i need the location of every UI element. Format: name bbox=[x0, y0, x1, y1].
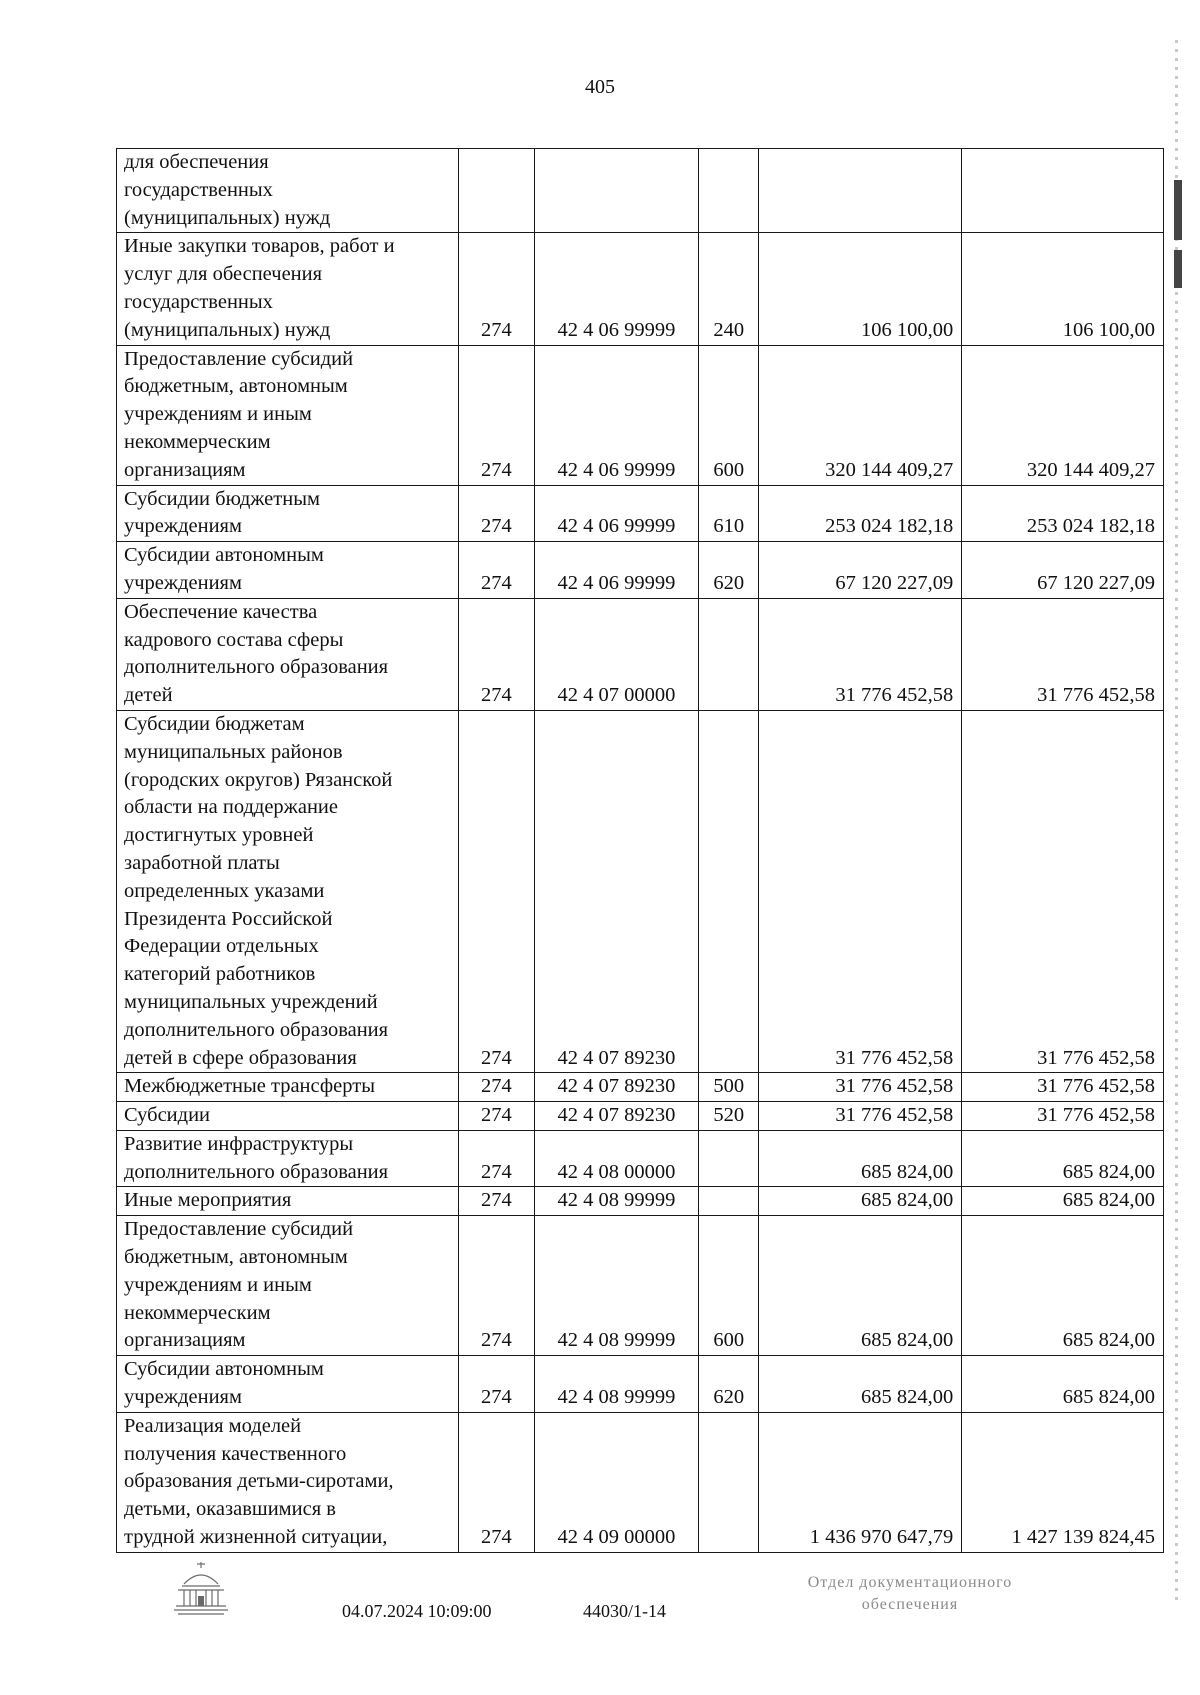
row-sum2-cell bbox=[962, 149, 1164, 233]
row-sum2-cell: 106 100,00 bbox=[962, 233, 1164, 345]
row-vr-cell: 600 bbox=[699, 345, 759, 485]
row-csr-cell: 42 4 08 99999 bbox=[534, 1216, 698, 1356]
row-ved-cell: 274 bbox=[459, 1102, 535, 1131]
row-ved-cell: 274 bbox=[459, 598, 535, 710]
row-ved-cell: 274 bbox=[459, 1356, 535, 1413]
row-vr-cell: 600 bbox=[699, 1216, 759, 1356]
row-name-cell: Обеспечение качества кадрового состава сферы дополнительного образования детей bbox=[117, 598, 459, 710]
row-vr-cell: 620 bbox=[699, 1356, 759, 1413]
row-vr-cell: 240 bbox=[699, 233, 759, 345]
row-ved-cell: 274 bbox=[459, 1216, 535, 1356]
budget-table bbox=[116, 148, 1164, 1553]
table-row bbox=[117, 542, 1164, 599]
row-csr-cell bbox=[534, 149, 698, 233]
row-name-cell: Субсидии бюджетным учреждениям bbox=[117, 485, 459, 542]
table-body bbox=[117, 149, 1164, 1553]
row-csr-cell: 42 4 07 89230 bbox=[534, 1102, 698, 1131]
row-csr-cell: 42 4 06 99999 bbox=[534, 233, 698, 345]
page-number: 405 bbox=[585, 76, 615, 98]
row-csr-cell: 42 4 07 89230 bbox=[534, 1073, 698, 1102]
table-row bbox=[117, 1216, 1164, 1356]
row-vr-cell: 610 bbox=[699, 485, 759, 542]
row-sum2-cell: 685 824,00 bbox=[962, 1216, 1164, 1356]
row-ved-cell: 274 bbox=[459, 345, 535, 485]
stamp-line-1: Отдел документационного bbox=[807, 1574, 1013, 1591]
row-csr-cell: 42 4 06 99999 bbox=[534, 345, 698, 485]
row-sum1-cell: 67 120 227,09 bbox=[759, 542, 962, 599]
row-sum1-cell: 31 776 452,58 bbox=[759, 710, 962, 1072]
row-name-cell: Предоставление субсидий бюджетным, автономным учреждениям и иным некоммерческим организациям bbox=[117, 1216, 459, 1356]
table-row bbox=[117, 233, 1164, 345]
row-csr-cell: 42 4 09 00000 bbox=[534, 1412, 698, 1552]
row-ved-cell bbox=[459, 149, 535, 233]
row-sum1-cell: 685 824,00 bbox=[759, 1356, 962, 1413]
table-row bbox=[117, 710, 1164, 1072]
row-name-cell: Предоставление субсидий бюджетным, автономным учреждениям и иным некоммерческим организациям bbox=[117, 345, 459, 485]
row-vr-cell bbox=[699, 710, 759, 1072]
row-ved-cell: 274 bbox=[459, 1073, 535, 1102]
row-sum2-cell: 1 427 139 824,45 bbox=[962, 1412, 1164, 1552]
row-sum1-cell bbox=[759, 149, 962, 233]
row-csr-cell: 42 4 07 00000 bbox=[534, 598, 698, 710]
row-name-cell: Развитие инфраструктуры дополнительного образования bbox=[117, 1130, 459, 1187]
row-name-cell: Субсидии автономным учреждениям bbox=[117, 1356, 459, 1413]
row-name-cell: Иные закупки товаров, работ и услуг для обеспечения государственных (муниципальных) нужд bbox=[117, 233, 459, 345]
row-vr-cell: 520 bbox=[699, 1102, 759, 1131]
duma-building-emblem-icon bbox=[170, 1558, 232, 1620]
row-csr-cell: 42 4 08 99999 bbox=[534, 1187, 698, 1216]
row-sum2-cell: 320 144 409,27 bbox=[962, 345, 1164, 485]
row-ved-cell: 274 bbox=[459, 233, 535, 345]
row-csr-cell: 42 4 08 00000 bbox=[534, 1130, 698, 1187]
row-name-cell: Межбюджетные трансферты bbox=[117, 1073, 459, 1102]
row-name-cell: Субсидии bbox=[117, 1102, 459, 1131]
department-stamp bbox=[760, 1572, 1060, 1616]
row-sum1-cell: 685 824,00 bbox=[759, 1130, 962, 1187]
row-sum2-cell: 253 024 182,18 bbox=[962, 485, 1164, 542]
row-sum2-cell: 31 776 452,58 bbox=[962, 1073, 1164, 1102]
row-sum1-cell: 31 776 452,58 bbox=[759, 598, 962, 710]
table-row bbox=[117, 1102, 1164, 1131]
row-sum1-cell: 31 776 452,58 bbox=[759, 1102, 962, 1131]
table-row bbox=[117, 1073, 1164, 1102]
row-sum2-cell: 685 824,00 bbox=[962, 1187, 1164, 1216]
table-row bbox=[117, 485, 1164, 542]
row-vr-cell: 500 bbox=[699, 1073, 759, 1102]
row-csr-cell: 42 4 06 99999 bbox=[534, 485, 698, 542]
row-sum1-cell: 31 776 452,58 bbox=[759, 1073, 962, 1102]
row-ved-cell: 274 bbox=[459, 1187, 535, 1216]
row-sum1-cell: 685 824,00 bbox=[759, 1216, 962, 1356]
row-vr-cell bbox=[699, 1412, 759, 1552]
row-ved-cell: 274 bbox=[459, 710, 535, 1072]
row-csr-cell: 42 4 06 99999 bbox=[534, 542, 698, 599]
row-ved-cell: 274 bbox=[459, 542, 535, 599]
row-sum1-cell: 253 024 182,18 bbox=[759, 485, 962, 542]
row-ved-cell: 274 bbox=[459, 1130, 535, 1187]
table-row bbox=[117, 1130, 1164, 1187]
row-sum1-cell: 685 824,00 bbox=[759, 1187, 962, 1216]
row-vr-cell bbox=[699, 1130, 759, 1187]
row-sum2-cell: 685 824,00 bbox=[962, 1356, 1164, 1413]
row-name-cell: для обеспечения государственных (муниципальных) нужд bbox=[117, 149, 459, 233]
table-row bbox=[117, 1412, 1164, 1552]
table-row bbox=[117, 598, 1164, 710]
footer-doc-number: 44030/1-14 bbox=[583, 1601, 666, 1621]
table-row bbox=[117, 149, 1164, 233]
row-ved-cell: 274 bbox=[459, 485, 535, 542]
scan-mark-artifact bbox=[1174, 180, 1182, 240]
scan-mark-artifact bbox=[1174, 250, 1182, 288]
row-sum1-cell: 320 144 409,27 bbox=[759, 345, 962, 485]
row-sum1-cell: 1 436 970 647,79 bbox=[759, 1412, 962, 1552]
row-sum2-cell: 67 120 227,09 bbox=[962, 542, 1164, 599]
row-vr-cell bbox=[699, 1187, 759, 1216]
footer-date: 04.07.2024 10:09:00 bbox=[342, 1601, 492, 1621]
row-name-cell: Субсидии автономным учреждениям bbox=[117, 542, 459, 599]
row-vr-cell bbox=[699, 598, 759, 710]
row-csr-cell: 42 4 07 89230 bbox=[534, 710, 698, 1072]
row-sum2-cell: 31 776 452,58 bbox=[962, 1102, 1164, 1131]
row-name-cell: Реализация моделей получения качественного образования детьми-сиротами, детьми, оказавшимися в трудной жизненной ситуации, bbox=[117, 1412, 459, 1552]
table-row bbox=[117, 1356, 1164, 1413]
row-sum2-cell: 31 776 452,58 bbox=[962, 598, 1164, 710]
row-sum2-cell: 31 776 452,58 bbox=[962, 710, 1164, 1072]
table-row bbox=[117, 345, 1164, 485]
row-name-cell: Иные мероприятия bbox=[117, 1187, 459, 1216]
row-sum1-cell: 106 100,00 bbox=[759, 233, 962, 345]
row-ved-cell: 274 bbox=[459, 1412, 535, 1552]
row-name-cell: Субсидии бюджетам муниципальных районов (городских округов) Рязанской области на поддержание достигнутых уровней заработной платы определенных указами Президента Российской Федерации отдельных категорий работников муниципальных учреждений дополнительного образования детей в сфере образования bbox=[117, 710, 459, 1072]
row-csr-cell: 42 4 08 99999 bbox=[534, 1356, 698, 1413]
row-vr-cell: 620 bbox=[699, 542, 759, 599]
table-row bbox=[117, 1187, 1164, 1216]
row-sum2-cell: 685 824,00 bbox=[962, 1130, 1164, 1187]
stamp-line-2: обеспечения bbox=[861, 1596, 959, 1613]
row-vr-cell bbox=[699, 149, 759, 233]
